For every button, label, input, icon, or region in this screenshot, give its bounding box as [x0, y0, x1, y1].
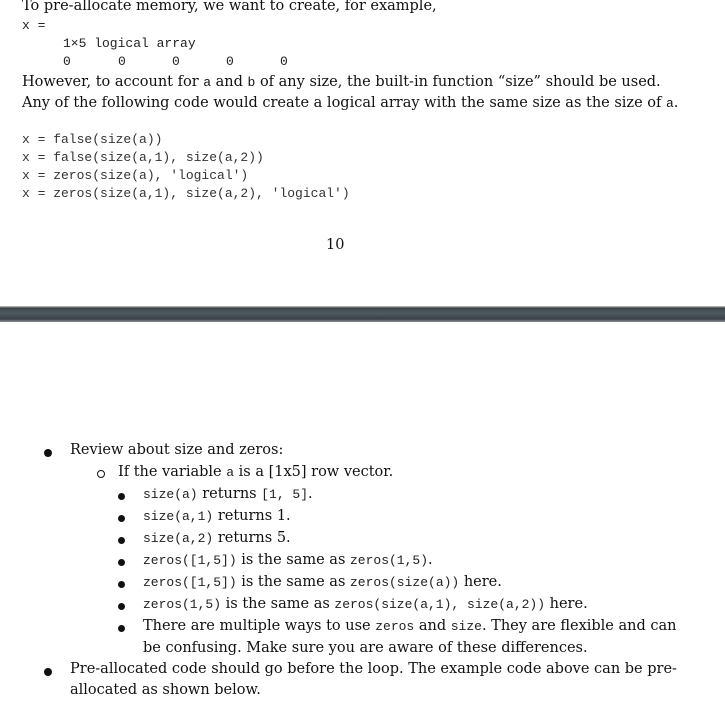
- preallocation-note: Pre-allocated code should go before the loop. The example code above can be pre-: [70, 661, 677, 677]
- bullet-square-icon: [118, 515, 125, 522]
- bullet-square-icon: [118, 537, 125, 544]
- row-vector-subheading: If the variable a is a [1x5] row vector.: [118, 464, 394, 480]
- list-item-continuation: be confusing. Make sure you are aware of these differences.: [143, 640, 588, 656]
- bullet-disc-icon: [44, 668, 52, 676]
- array-value: 0: [280, 54, 288, 69]
- code-line: x = zeros(size(a,1), size(a,2), 'logical'): [22, 186, 350, 201]
- code-line: x = false(size(a)): [22, 132, 163, 147]
- list-item: size(a) returns [1, 5].: [143, 486, 313, 502]
- bullet-square-icon: [118, 603, 125, 610]
- bullet-square-icon: [118, 559, 125, 566]
- list-item: zeros([1,5]) is the same as zeros(size(a)) here.: [143, 574, 502, 590]
- code-line: x = zeros(size(a), 'logical'): [22, 168, 249, 183]
- array-values-row: [63, 54, 303, 70]
- output-variable-line: x =: [22, 18, 46, 33]
- list-item: size(a,2) returns 5.: [143, 530, 291, 546]
- array-value: 0: [172, 54, 180, 69]
- bullet-square-icon: [118, 625, 125, 632]
- list-item: size(a,1) returns 1.: [143, 508, 291, 524]
- array-value: 0: [226, 54, 234, 69]
- array-value: 0: [118, 54, 126, 69]
- review-heading: Review about size and zeros:: [70, 442, 284, 458]
- preallocation-note-continuation: allocated as shown below.: [70, 682, 261, 698]
- list-item: There are multiple ways to use zeros and size. They are flexible and can: [143, 618, 677, 634]
- list-item: zeros([1,5]) is the same as zeros(1,5).: [143, 552, 433, 568]
- bullet-square-icon: [118, 493, 125, 500]
- code-line: x = false(size(a,1), size(a,2)): [22, 150, 264, 165]
- page-number: 10: [326, 237, 345, 253]
- page-separator: [0, 306, 725, 322]
- bullet-square-icon: [118, 581, 125, 588]
- intro-text: To pre-allocate memory, we want to create, for example,: [22, 0, 437, 14]
- bullet-disc-icon: [44, 449, 52, 457]
- inline-code-b: b: [247, 75, 256, 90]
- bullet-circle-icon: [97, 470, 105, 478]
- inline-code-a: a: [203, 75, 212, 90]
- list-item: zeros(1,5) is the same as zeros(size(a,1), size(a,2)) here.: [143, 596, 588, 612]
- array-value: 0: [63, 54, 71, 69]
- inline-code-a: a: [665, 96, 674, 111]
- explanation-paragraph: However, to account for a and b of any size, the built-in function “size” should be used. Any of the following code would create a logical array with the same size as the size of a.: [22, 74, 679, 111]
- array-type-label: 1×5 logical array: [63, 36, 196, 51]
